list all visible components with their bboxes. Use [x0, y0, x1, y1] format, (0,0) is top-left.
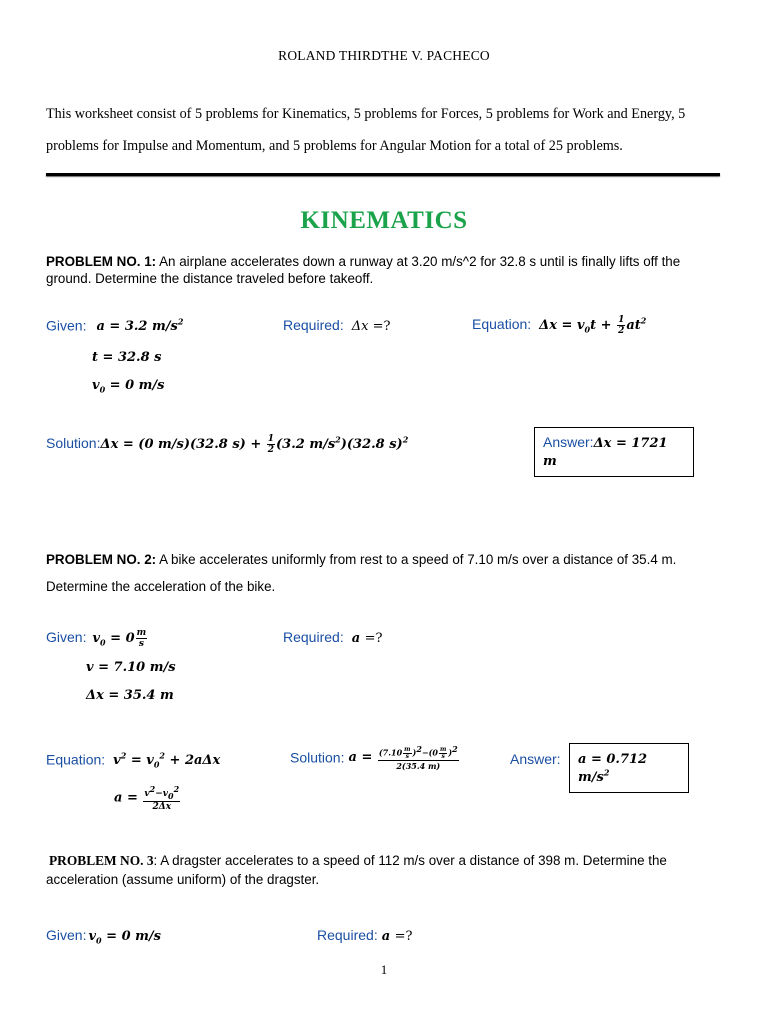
problem-3-text: : A dragster accelerates to a speed of 112 m/s over a distance of 398 m. Determine the acceleration (assume uniform) of the dragster. — [46, 853, 667, 887]
given-label: Given: — [46, 927, 87, 943]
given-3-value: Δx = 35.4 m — [86, 688, 174, 703]
problem-3-title: PROBLEM NO. 3 — [49, 853, 154, 868]
intro-paragraph: This worksheet consist of 5 problems for Kinematics, 5 problems for Forces, 5 problems for Work and Energy, 5 problems for Impulse and Momentum, and 5 problems for Angular Motion for a total of 25 problems. — [46, 106, 686, 154]
required-label: Required: — [283, 317, 344, 333]
given-1-value: $v_0 = 0$ $\frac{m}{s}$ — [92, 628, 147, 649]
given-label: Given: — [46, 629, 87, 645]
problem-1-text: An airplane accelerates down a runway at 3.20 m/s^2 for 32.8 s until is finally lifts off the ground. Determine the distance traveled before takeoff. — [46, 254, 681, 286]
page-number: 1 — [380, 962, 388, 977]
problem-3-given-line — [46, 927, 161, 946]
problem-1-solution — [46, 434, 408, 455]
required-value: a =? — [351, 631, 383, 646]
problem-2-solution — [290, 744, 460, 771]
problem-2-required — [283, 629, 383, 647]
problem-2-answer — [510, 751, 561, 769]
required-value: Δx =? — [351, 319, 391, 334]
answer-label: Answer: — [543, 434, 594, 450]
problem-3-required — [317, 927, 413, 945]
given-2-value: t = 32.8 s — [92, 350, 162, 365]
section-divider — [46, 173, 720, 176]
equation-rearranged: a = $\frac{v^2-v_0^2}{2\Delta x}$ — [114, 784, 180, 812]
problem-2-answer-box — [569, 743, 689, 793]
given-1-value: a = 3.2 $m/s^2$ — [96, 317, 184, 335]
problem-1-answer-box — [534, 427, 694, 477]
solution-label: Solution: — [290, 749, 345, 766]
answer-value: Δx = 1721 m — [543, 436, 668, 469]
required-label: Required: — [283, 629, 344, 645]
required-label: Required: — [317, 927, 378, 943]
equation-value: $\Delta x = v_0t$ + $\frac{1}{2}$ $at^2$ — [539, 315, 647, 336]
answer-label: Answer: — [510, 751, 561, 767]
problem-2-title: PROBLEM NO. 2: — [46, 552, 157, 567]
problem-1-title: PROBLEM NO. 1: — [46, 254, 157, 269]
problem-2-statement — [46, 546, 726, 600]
problem-1-required — [283, 317, 390, 335]
solution-value: Δx = (0 m/s)(32.8 s) + $\frac{1}{2}$ (3.2 $m/s^2)(32.8$ s)$^2$ — [100, 434, 409, 455]
solution-value: a = (7.10 $\frac{m}{s}$ )$^2$−(0 $\frac{m}{s}$ )$^2$ 2(35.4 m) — [348, 744, 458, 772]
solution-label: Solution: — [46, 435, 101, 451]
problem-3-statement — [46, 851, 726, 889]
given-3-value: $v_0 = 0$ m/s — [92, 378, 165, 395]
given-2-value: v = 7.10 m/s — [86, 660, 176, 675]
problem-2-text: A bike accelerates uniformly from rest to a speed of 7.10 m/s over a distance of 35.4 m. Determine the acceleration of the bike. — [46, 552, 677, 594]
problem-2-given-line — [46, 628, 148, 649]
equation-label: Equation: — [472, 316, 532, 332]
equation-value: $v^2 = v_0^2 + 2a\Delta x$ — [113, 751, 221, 770]
answer-value: a = 0.712 $m/s^2$ — [578, 752, 648, 786]
given-1-value: $v_0 = 0$ m/s — [88, 929, 161, 946]
problem-2-equation — [46, 751, 220, 770]
given-label: Given: — [46, 317, 87, 334]
problem-1-equation — [472, 315, 646, 336]
author-name: ROLAND THIRDTHE V. PACHECO — [278, 48, 490, 63]
section-title: KINEMATICS — [300, 207, 468, 234]
problem-1-statement — [46, 253, 726, 287]
problem-1-given-line — [46, 317, 183, 335]
equation-label: Equation: — [46, 751, 106, 768]
required-value: a =? — [381, 929, 413, 944]
